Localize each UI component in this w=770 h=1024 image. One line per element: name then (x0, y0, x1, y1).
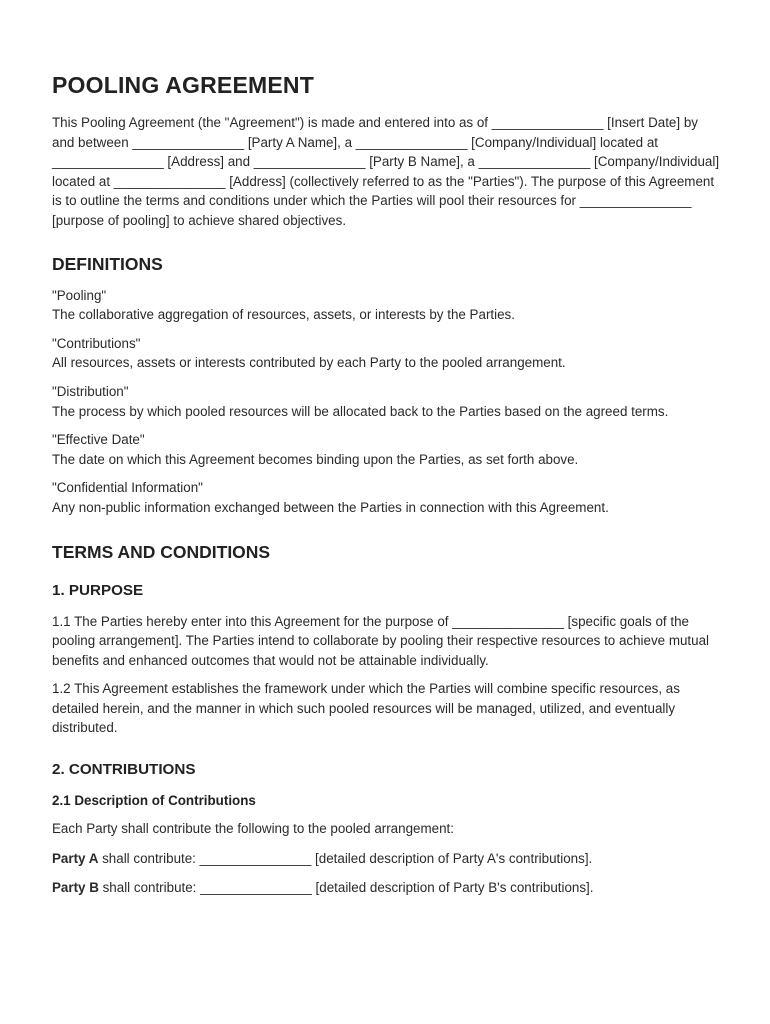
definitions-heading: DEFINITIONS (52, 253, 163, 274)
definition-term: "Confidential Information" (52, 480, 203, 496)
definition-item (52, 430, 720, 469)
clause-1-2: 1.2 This Agreement establishes the framework under which the Parties will combine specific resources, as detailed herein, and the manner in which such pooled resources will be managed, utilized, and eventually distributed. (52, 681, 680, 736)
section-spacer (52, 747, 720, 759)
terms-heading: TERMS AND CONDITIONS (52, 541, 271, 562)
definition-text: The date on which this Agreement becomes binding upon the Parties, as set forth above. (52, 451, 579, 467)
contributions-subheading: 2.1 Description of Contributions (52, 793, 256, 809)
definition-term: "Effective Date" (52, 432, 145, 448)
contributions-lead: Each Party shall contribute the following to the pooled arrangement: (52, 821, 454, 837)
definition-item (52, 382, 720, 421)
party-b-label: Party B (52, 880, 99, 896)
definition-item (52, 334, 720, 373)
definition-text: Any non-public information exchanged between the Parties in connection with this Agreement. (52, 499, 609, 515)
definition-term: "Pooling" (52, 287, 107, 303)
clause-1-1: 1.1 The Parties hereby enter into this Agreement for the purpose of _______________ [specific goals of the pooling arrangement]. The Parties intend to collaborate by pooling their respective resources to achieve mutual benefits and enhanced outcomes that would not be attainable individually. (52, 613, 710, 668)
definition-text: All resources, assets or interests contributed by each Party to the pooled arrangement. (52, 355, 566, 371)
purpose-heading: 1. PURPOSE (52, 581, 144, 599)
definition-text: The process by which pooled resources will be allocated back to the Parties based on the agreed terms. (52, 403, 669, 419)
definition-text: The collaborative aggregation of resources, assets, or interests by the Parties. (52, 307, 515, 323)
intro-paragraph: This Pooling Agreement (the "Agreement") is made and entered into as of _______________ [Insert Date] by and between _______________ [Party A Name], a _______________ [Company/Individual] located at _______________ [Address] and _______________ [Party B Name], a _______________ [Company/Individual] located at _______________ [Address] (collectively referred to as the "Parties"). The purpose of this Agreement is to outline the terms and conditions under which the Parties will pool their resources for _______________ [purpose of pooling] to achieve shared objectives. (52, 115, 720, 228)
party-a-text: shall contribute: _______________ [detailed description of Party A's contributions]. (98, 850, 593, 866)
party-a-contribution (52, 849, 720, 869)
party-b-text: shall contribute: _______________ [detailed description of Party B's contributions]. (98, 880, 594, 896)
contributions-heading: 2. CONTRIBUTIONS (52, 761, 196, 779)
definition-term: "Contributions" (52, 335, 141, 351)
document-title: POOLING AGREEMENT (52, 72, 314, 98)
definition-item (52, 286, 720, 325)
definitions-list (52, 286, 720, 518)
party-b-contribution (52, 878, 720, 898)
party-a-label: Party A (52, 850, 99, 866)
definition-term: "Distribution" (52, 383, 129, 399)
definition-item (52, 478, 720, 517)
